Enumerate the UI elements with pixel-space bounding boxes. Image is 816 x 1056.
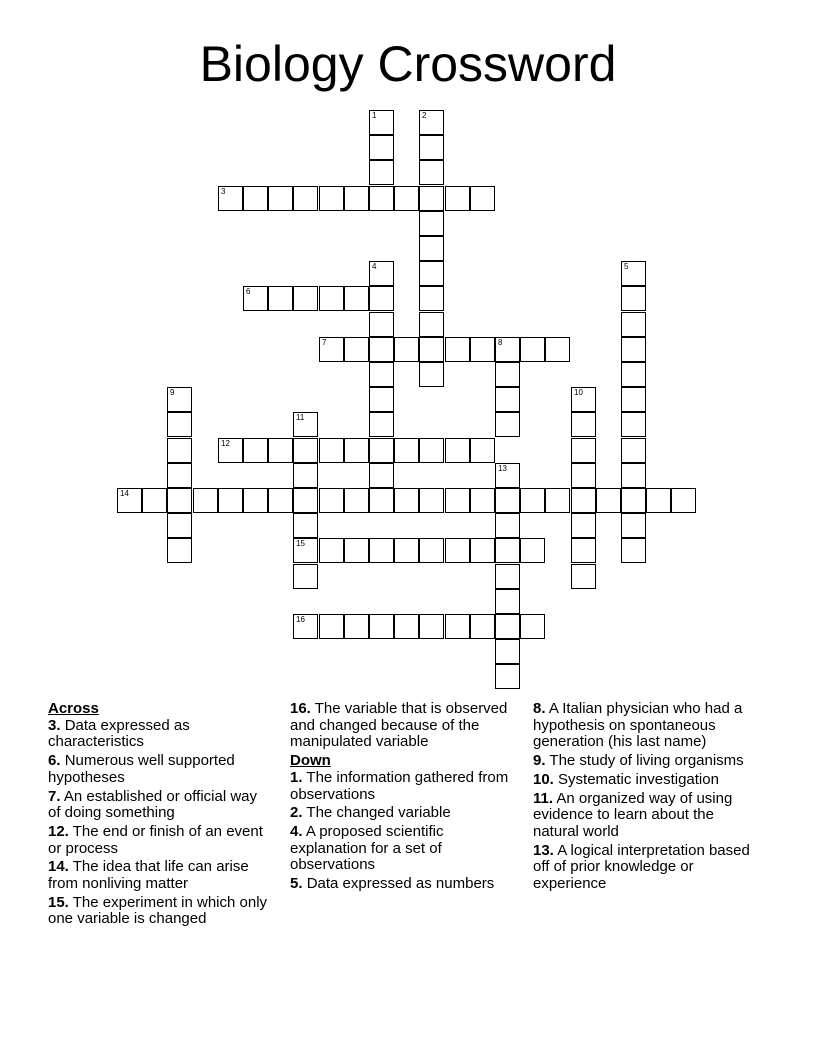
grid-cell[interactable] xyxy=(193,488,218,513)
grid-cell[interactable] xyxy=(293,614,318,639)
grid-cell[interactable] xyxy=(419,488,444,513)
clue-number: 1. xyxy=(290,768,303,786)
grid-cell[interactable] xyxy=(167,412,192,437)
grid-cell[interactable] xyxy=(319,186,344,211)
clue-down-2 xyxy=(290,805,515,822)
grid-cell[interactable] xyxy=(167,538,192,563)
clue-across-16 xyxy=(290,701,515,751)
grid-cell[interactable] xyxy=(369,110,394,135)
grid-cell[interactable] xyxy=(419,211,444,236)
grid-cell[interactable] xyxy=(369,312,394,337)
grid-cell[interactable] xyxy=(520,614,545,639)
clue-text: A Italian physician who had a hypothesis on spontaneous generation (his last name) xyxy=(533,700,743,751)
grid-cell[interactable] xyxy=(445,488,470,513)
grid-cell[interactable] xyxy=(445,438,470,463)
grid-cell[interactable] xyxy=(394,538,419,563)
grid-cell[interactable] xyxy=(621,538,646,563)
grid-cell[interactable] xyxy=(369,412,394,437)
grid-cell[interactable] xyxy=(243,438,268,463)
grid-cell[interactable] xyxy=(571,438,596,463)
grid-cell[interactable] xyxy=(369,261,394,286)
clue-across-14 xyxy=(48,859,273,892)
grid-cell[interactable] xyxy=(167,488,192,513)
grid-cell[interactable] xyxy=(319,438,344,463)
grid-cell[interactable] xyxy=(369,387,394,412)
grid-cell[interactable] xyxy=(621,387,646,412)
grid-cell[interactable] xyxy=(495,614,520,639)
grid-cell[interactable] xyxy=(419,438,444,463)
clues-column-1 xyxy=(48,701,273,930)
grid-cell[interactable] xyxy=(419,186,444,211)
grid-cell[interactable] xyxy=(167,513,192,538)
grid-cell[interactable] xyxy=(470,186,495,211)
cell-number: 3 xyxy=(221,187,226,196)
cell-number: 7 xyxy=(322,338,327,347)
clue-number: 8. xyxy=(533,700,546,717)
clues-column-2 xyxy=(290,701,515,895)
grid-cell[interactable] xyxy=(419,286,444,311)
down-heading: Down xyxy=(290,752,331,770)
grid-cell[interactable] xyxy=(394,337,419,362)
grid-cell[interactable] xyxy=(571,463,596,488)
clue-across-12 xyxy=(48,824,273,857)
grid-cell[interactable] xyxy=(369,614,394,639)
grid-cell[interactable] xyxy=(495,664,520,689)
grid-cell[interactable] xyxy=(369,160,394,185)
grid-cell[interactable] xyxy=(445,186,470,211)
grid-cell[interactable] xyxy=(369,186,394,211)
clue-number: 9. xyxy=(533,752,546,770)
grid-cell[interactable] xyxy=(520,488,545,513)
cell-number: 5 xyxy=(624,262,629,271)
clue-down-5 xyxy=(290,876,515,893)
grid-cell[interactable] xyxy=(293,564,318,589)
grid-cell[interactable] xyxy=(344,186,369,211)
grid-cell[interactable] xyxy=(621,261,646,286)
grid-cell[interactable] xyxy=(495,337,520,362)
grid-cell[interactable] xyxy=(419,337,444,362)
grid-cell[interactable] xyxy=(344,438,369,463)
grid-cell[interactable] xyxy=(445,538,470,563)
cell-number: 4 xyxy=(372,262,377,271)
cell-number: 9 xyxy=(170,388,175,397)
clue-number: 10. xyxy=(533,770,554,788)
grid-cell[interactable] xyxy=(319,286,344,311)
cell-number: 14 xyxy=(120,489,129,498)
grid-cell[interactable] xyxy=(520,538,545,563)
clue-text: The information gathered from observations xyxy=(290,768,509,803)
grid-cell[interactable] xyxy=(495,488,520,513)
grid-cell[interactable] xyxy=(394,614,419,639)
clues-column-3 xyxy=(533,701,758,895)
clue-number: 5. xyxy=(290,875,303,893)
grid-cell[interactable] xyxy=(495,639,520,664)
grid-cell[interactable] xyxy=(268,286,293,311)
grid-cell[interactable] xyxy=(419,261,444,286)
grid-cell[interactable] xyxy=(596,488,621,513)
grid-cell[interactable] xyxy=(419,135,444,160)
grid-cell[interactable] xyxy=(621,286,646,311)
grid-cell[interactable] xyxy=(268,186,293,211)
grid-cell[interactable] xyxy=(369,463,394,488)
across-heading: Across xyxy=(48,700,99,717)
grid-cell[interactable] xyxy=(218,186,243,211)
clue-number: 11. xyxy=(533,789,554,807)
grid-cell[interactable] xyxy=(369,538,394,563)
grid-cell[interactable] xyxy=(571,488,596,513)
clue-number: 16. xyxy=(290,700,311,717)
grid-cell[interactable] xyxy=(268,488,293,513)
grid-cell[interactable] xyxy=(621,412,646,437)
clue-down-8 xyxy=(533,701,758,751)
grid-cell[interactable] xyxy=(319,538,344,563)
grid-cell[interactable] xyxy=(545,337,570,362)
grid-cell[interactable] xyxy=(495,387,520,412)
cell-number: 15 xyxy=(296,539,305,548)
grid-cell[interactable] xyxy=(293,488,318,513)
cell-number: 8 xyxy=(498,338,503,347)
grid-cell[interactable] xyxy=(369,438,394,463)
cell-number: 12 xyxy=(221,439,230,448)
clue-text: The idea that life can arise from nonliving matter xyxy=(48,858,249,893)
grid-cell[interactable] xyxy=(117,488,142,513)
grid-cell[interactable] xyxy=(344,488,369,513)
clue-text: Systematic investigation xyxy=(558,770,719,788)
grid-cell[interactable] xyxy=(419,160,444,185)
clue-down-13 xyxy=(533,843,758,893)
grid-cell[interactable] xyxy=(495,513,520,538)
grid-cell[interactable] xyxy=(571,564,596,589)
grid-cell[interactable] xyxy=(369,488,394,513)
grid-cell[interactable] xyxy=(545,488,570,513)
grid-cell[interactable] xyxy=(419,110,444,135)
grid-cell[interactable] xyxy=(344,614,369,639)
clue-down-11 xyxy=(533,791,758,841)
grid-cell[interactable] xyxy=(394,438,419,463)
grid-cell[interactable] xyxy=(293,538,318,563)
grid-cell[interactable] xyxy=(495,463,520,488)
grid-cell[interactable] xyxy=(344,538,369,563)
grid-cell[interactable] xyxy=(495,564,520,589)
grid-cell[interactable] xyxy=(293,513,318,538)
grid-cell[interactable] xyxy=(571,387,596,412)
clue-number: 12. xyxy=(48,822,69,840)
grid-cell[interactable] xyxy=(394,186,419,211)
grid-cell[interactable] xyxy=(369,337,394,362)
clue-number: 6. xyxy=(48,752,61,770)
grid-cell[interactable] xyxy=(167,387,192,412)
grid-cell[interactable] xyxy=(571,538,596,563)
grid-cell[interactable] xyxy=(319,488,344,513)
grid-cell[interactable] xyxy=(218,488,243,513)
clue-text: A proposed scientific explanation for a set of observations xyxy=(290,822,444,874)
grid-cell[interactable] xyxy=(218,438,243,463)
grid-cell[interactable] xyxy=(293,438,318,463)
cell-number: 2 xyxy=(422,111,427,120)
clue-number: 7. xyxy=(48,787,61,805)
clue-down-4 xyxy=(290,824,515,874)
grid-cell[interactable] xyxy=(167,463,192,488)
clue-number: 3. xyxy=(48,716,61,734)
clue-down-1 xyxy=(290,770,515,803)
grid-cell[interactable] xyxy=(470,337,495,362)
grid-cell[interactable] xyxy=(419,538,444,563)
cell-number: 13 xyxy=(498,464,507,473)
clue-text: An established or official way of doing something xyxy=(48,787,258,822)
clue-number: 14. xyxy=(48,858,69,876)
grid-cell[interactable] xyxy=(621,513,646,538)
clue-across-6 xyxy=(48,753,273,786)
clue-down-10 xyxy=(533,772,758,789)
clue-number: 15. xyxy=(48,893,69,911)
grid-cell[interactable] xyxy=(369,362,394,387)
grid-cell[interactable] xyxy=(571,412,596,437)
grid-cell[interactable] xyxy=(167,438,192,463)
grid-cell[interactable] xyxy=(646,488,671,513)
grid-cell[interactable] xyxy=(621,312,646,337)
grid-cell[interactable] xyxy=(419,312,444,337)
clue-text: Data expressed as numbers xyxy=(306,875,495,893)
grid-cell[interactable] xyxy=(495,412,520,437)
grid-cell[interactable] xyxy=(495,362,520,387)
grid-cell[interactable] xyxy=(495,538,520,563)
clue-text: The variable that is observed and changed because of the manipulated variable xyxy=(290,700,508,751)
clue-number: 2. xyxy=(290,804,303,822)
grid-cell[interactable] xyxy=(344,337,369,362)
grid-cell[interactable] xyxy=(571,513,596,538)
grid-cell[interactable] xyxy=(319,337,344,362)
grid-cell[interactable] xyxy=(621,337,646,362)
clue-text: Numerous well supported hypotheses xyxy=(48,752,235,786)
grid-cell[interactable] xyxy=(621,362,646,387)
grid-cell[interactable] xyxy=(293,286,318,311)
grid-cell[interactable] xyxy=(369,135,394,160)
grid-cell[interactable] xyxy=(243,186,268,211)
grid-cell[interactable] xyxy=(293,463,318,488)
clue-text: The changed variable xyxy=(306,804,451,822)
clue-number: 13. xyxy=(533,841,554,859)
clue-down-9 xyxy=(533,753,758,770)
clue-number: 4. xyxy=(290,822,303,840)
grid-cell[interactable] xyxy=(142,488,167,513)
clue-text: The experiment in which only one variable is changed xyxy=(48,893,268,928)
grid-cell[interactable] xyxy=(495,589,520,614)
clue-text: The end or finish of an event or process xyxy=(48,822,263,857)
cell-number: 11 xyxy=(296,413,305,422)
grid-cell[interactable] xyxy=(621,488,646,513)
puzzle-title: Biology Crossword xyxy=(199,36,617,92)
grid-cell[interactable] xyxy=(419,236,444,261)
clue-across-7 xyxy=(48,789,273,822)
grid-cell[interactable] xyxy=(344,286,369,311)
clue-across-15 xyxy=(48,895,273,928)
clue-across-3 xyxy=(48,718,273,751)
clue-text: An organized way of using evidence to learn about the natural world xyxy=(533,789,733,840)
grid-cell[interactable] xyxy=(470,614,495,639)
grid-cell[interactable] xyxy=(470,488,495,513)
cell-number: 6 xyxy=(246,287,251,296)
grid-cell[interactable] xyxy=(243,286,268,311)
cell-number: 16 xyxy=(296,615,305,624)
grid-cell[interactable] xyxy=(319,614,344,639)
grid-cell[interactable] xyxy=(520,337,545,362)
grid-cell[interactable] xyxy=(671,488,696,513)
clue-text: The study of living organisms xyxy=(549,752,744,770)
grid-cell[interactable] xyxy=(445,614,470,639)
grid-cell[interactable] xyxy=(293,186,318,211)
grid-cell[interactable] xyxy=(369,286,394,311)
grid-cell[interactable] xyxy=(419,614,444,639)
grid-cell[interactable] xyxy=(445,337,470,362)
grid-cell[interactable] xyxy=(470,538,495,563)
grid-cell[interactable] xyxy=(419,362,444,387)
grid-cell[interactable] xyxy=(268,438,293,463)
grid-cell[interactable] xyxy=(293,412,318,437)
grid-cell[interactable] xyxy=(621,438,646,463)
clue-text: Data expressed as characteristics xyxy=(48,716,190,751)
grid-cell[interactable] xyxy=(470,438,495,463)
cell-number: 10 xyxy=(574,388,583,397)
grid-cell[interactable] xyxy=(394,488,419,513)
cell-number: 1 xyxy=(372,111,377,120)
grid-cell[interactable] xyxy=(621,463,646,488)
clue-text: A logical interpretation based off of prior knowledge or experience xyxy=(533,841,750,893)
grid-cell[interactable] xyxy=(243,488,268,513)
